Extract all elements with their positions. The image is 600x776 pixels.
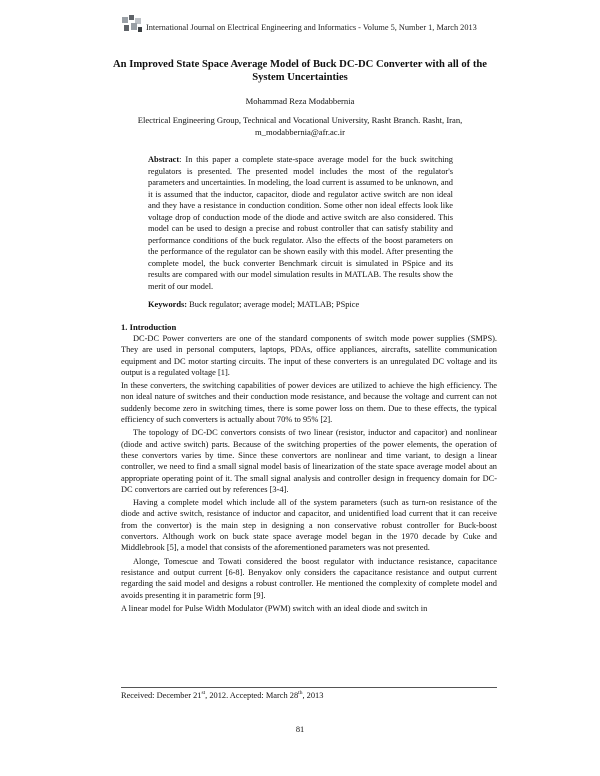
paragraph: A linear model for Pulse Width Modulator (PWM) switch with an ideal diode and switch in [121, 603, 428, 613]
journal-logo-icon [121, 14, 143, 34]
author-affiliation-block [110, 115, 490, 138]
abstract-text: : In this paper a complete state-space average model for the buck switching regulators is presented. The presented model includes the most of the regulator's parameters and uncertainties. In modeling, the load current is assumed to be unknown, and it is assumed that the inductor, capacitor, diode and regulator active switch are non ideal and they have a resistance in conduction condition. Some other non ideal effects look like voltage drop of conduction mode of the diode and active switch are also considered. This model can be used to design a precise and robust controller that can satisfy stability and performance conditions of the buck regulator. Also the effects of the boost parameters on the performance of the regulator can be shown easily with this model. After presenting the complete model, the buck converter Benchmark circuit is simulated in PSpice and its results are compared with our model simulation results in MATLAB. The results show the merit of our model. [148, 155, 453, 291]
page-number: 81 [295, 725, 305, 734]
author-affiliation: Electrical Engineering Group, Technical and Vocational University, Rasht Branch. Rasht, Iran, [137, 115, 463, 125]
paragraph: In these converters, the switching capabilities of power devices are utilized to achieve the high efficiency. The non ideal nature of switches and their conduction mode resistance, and because the voltage and current can not suddenly become zero in switching times, there is some power loss on them. Due to these effects, the typical efficiency of such converters is actually about 70% to 95% [2]. [121, 381, 497, 425]
accepted-date-suffix: th [298, 690, 303, 696]
keywords-text: Buck regulator; average model; MATLAB; PSpice [187, 300, 360, 309]
received-date: Received: December 21 [121, 690, 202, 700]
accepted-date: , 2012. Accepted: March 28 [205, 690, 299, 700]
journal-header: International Journal on Electrical Engineering and Informatics - Volume 5, Number 1, March 2013 [146, 23, 477, 32]
paragraph: Alonge, Tomescue and Towati considered the boost regulator with inductance resistance, capacitance resistance and output current [6-8]. Benyakov only considers the capacitance resistance and output current regarding the said model and designs a robust controller. He mentioned the complexity of complete model and avoids presenting it in parametric form [9]. [121, 556, 497, 600]
accepted-year: , 2013 [302, 690, 324, 700]
paragraph: DC-DC Power converters are one of the standard components of switch mode power supplies (SMPS). They are used in personal computers, laptops, PDAs, office appliances, aircrafts, satellite communication equipment and DC motor starting circuits. The input of these converters is an unregulated DC voltage and its output is a regulated voltage [1]. [121, 334, 497, 377]
introduction-body [121, 333, 497, 616]
abstract-label: Abstract [148, 155, 180, 164]
footnote-divider [121, 687, 497, 688]
paragraph: The topology of DC-DC convertors consists of two linear (resistor, inductor and capacitor) and nonlinear (diode and active switch) parts. Because of the switching properties of the power elements, the operation of these convertors varies by time. Since these convertors are nonlinear and time variant, to design a linear controller, we need to find a small signal model basis of linearization of the state space average model about an appropriate operating point of it. The small signal analysis and controller design in frequency domain for DC-DC convertors are carried out by references [3-4]. [121, 428, 497, 494]
section-heading-introduction: 1. Introduction [121, 322, 177, 332]
keywords-label: Keywords: [148, 300, 188, 309]
paper-author: Mohammad Reza Modabbernia [245, 96, 355, 106]
paper-title: An Improved State Space Average Model of Buck DC-DC Converter with all of the System Uncertainties [113, 59, 487, 83]
keywords [148, 300, 458, 309]
received-date-suffix: st [201, 690, 206, 696]
author-email: m_modabbernia@afr.ac.ir [255, 126, 345, 137]
received-accepted-note [121, 690, 323, 700]
paragraph: Having a complete model which include all of the system parameters (such as turn-on resistance of the diode and active switch, resistance of inductor and capacitor, and unidentified load current that it can receive from the convertor) is the main step in designing a non conservative robust controller for Buck-boost convertors. Although work on buck state space average model began in the 1970 decade by Cuke and Middlebrook [5], a model that consists of the aforementioned parameters was not presented. [121, 498, 497, 553]
abstract [148, 154, 453, 292]
